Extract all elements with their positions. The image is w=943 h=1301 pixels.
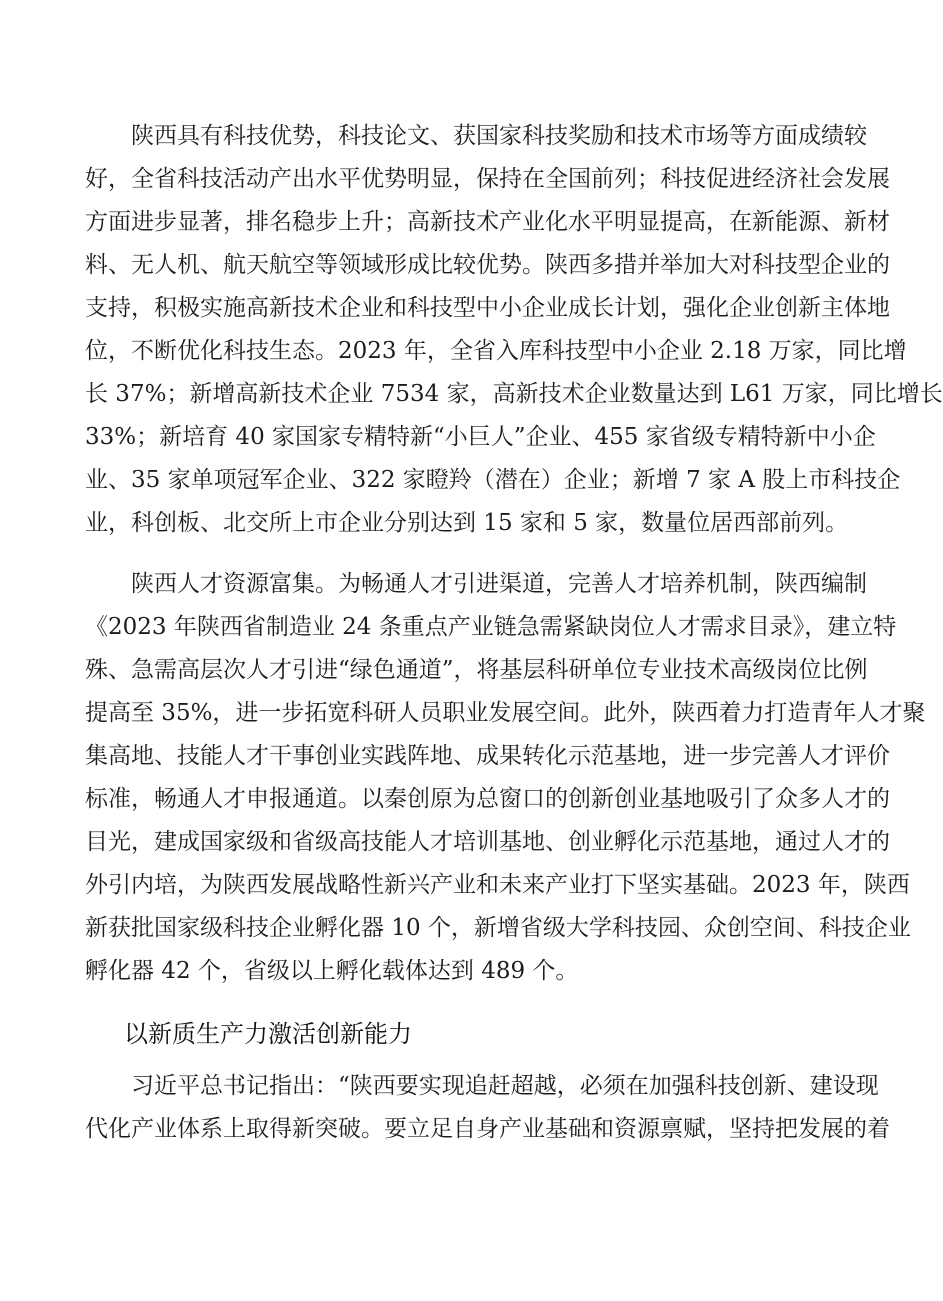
text-line: 陕西具有科技优势，科技论文、获国家科技奖励和技术市场等方面成绩较 (131, 123, 867, 149)
text-line: 长 37%；新增高新技术企业 7534 家，高新技术企业数量达到 L61 万家，同比增长 (85, 381, 943, 407)
text-line: 孵化器 42 个，省级以上孵化载体达到 489 个。 (85, 958, 579, 984)
text-line: 方面进步显著，排名稳步上升；高新技术产业化水平明显提高，在新能源、新材 (85, 209, 890, 235)
text-line: 新获批国家级科技企业孵化器 10 个，新增省级大学科技园、众创空间、科技企业 (85, 915, 911, 941)
text-line: 习近平总书记指出：“陕西要实现追赶超越，必须在加强科技创新、建设现 (131, 1073, 879, 1099)
text-line: 业、35 家单项冠军企业、322 家瞪羚（潜在）企业；新增 7 家 A 股上市科技企 (85, 467, 901, 493)
text-line: 支持，积极实施高新技术企业和科技型中小企业成长计划，强化企业创新主体地 (85, 295, 890, 321)
text-line: 提高至 35%，进一步拓宽科研人员职业发展空间。此外，陕西着力打造青年人才聚 (85, 700, 926, 726)
text-line: 标准，畅通人才申报通道。以秦创原为总窗口的创新创业基地吸引了众多人才的 (85, 786, 890, 812)
text-line: 陕西人才资源富集。为畅通人才引进渠道，完善人才培养机制，陕西编制 (131, 571, 867, 597)
text-line: 料、无人机、航天航空等领域形成比较优势。陕西多措并举加大对科技型企业的 (85, 252, 890, 278)
text-line: 代化产业体系上取得新突破。要立足自身产业基础和资源禀赋，坚持把发展的着 (85, 1116, 890, 1142)
text-line: 位，不断优化科技生态。2023 年，全省入库科技型中小企业 2.18 万家，同比增 (85, 338, 907, 364)
text-line: 业，科创板、北交所上市企业分别达到 15 家和 5 家，数量位居西部前列。 (85, 510, 849, 536)
text-line: 目光，建成国家级和省级高技能人才培训基地、创业孵化示范基地，通过人才的 (85, 829, 890, 855)
text-line: 殊、急需高层次人才引进“绿色通道”，将基层科研单位专业技术高级岗位比例 (85, 657, 868, 683)
text-line: 好，全省科技活动产出水平优势明显，保持在全国前列；科技促进经济社会发展 (85, 166, 890, 192)
text-line: 33%；新培育 40 家国家专精特新“小巨人”企业、455 家省级专精特新中小企 (85, 424, 876, 450)
text-line: 《2023 年陕西省制造业 24 条重点产业链急需紧缺岗位人才需求目录》，建立特 (85, 614, 897, 640)
text-line: 集高地、技能人才干事创业实践阵地、成果转化示范基地，进一步完善人才评价 (85, 743, 890, 769)
text-line: 外引内培，为陕西发展战略性新兴产业和未来产业打下坚实基础。2023 年，陕西 (85, 872, 910, 898)
section-heading: 以新质生产力激活创新能力 (124, 1020, 412, 1048)
